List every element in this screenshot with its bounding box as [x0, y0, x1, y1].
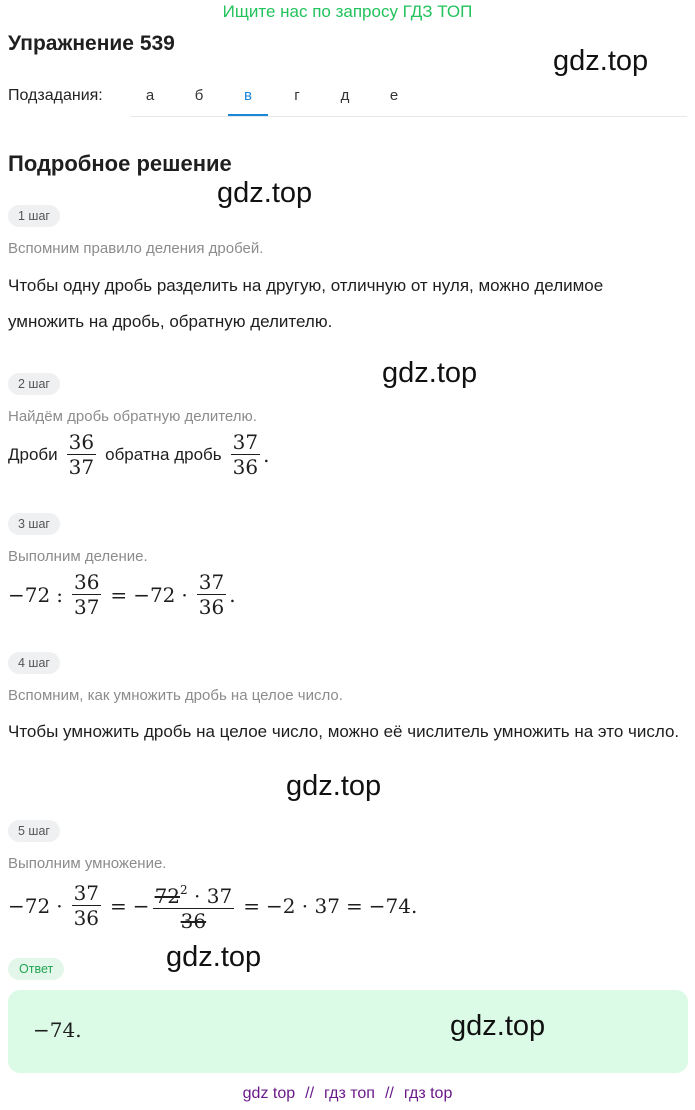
fraction: $\frac{37}{36}$ [232, 430, 259, 479]
footer-link[interactable]: гдз топ [324, 1085, 375, 1102]
footer-link[interactable]: гдз top [403, 1085, 453, 1102]
tab-v[interactable]: в [228, 76, 268, 116]
tab-e[interactable]: е [389, 87, 399, 104]
step-badge: 3 шаг [8, 513, 60, 535]
tab-g[interactable]: г [294, 87, 300, 104]
step-text: Чтобы одну дробь разделить на другую, отличную от нуля, можно делимое умножить на дробь, обратную делителю. [8, 276, 604, 331]
step-text: Чтобы умножить дробь на целое число, можно её числитель умножить на это число. [8, 722, 680, 741]
fraction: $\frac{37}{36}$ [73, 881, 100, 930]
footer-separator: // [305, 1085, 315, 1102]
fraction: $\frac{37}{36}$ [198, 570, 225, 619]
footer-link[interactable]: gdz top [242, 1085, 296, 1102]
step-hint: Выполним деление. [8, 548, 148, 565]
watermark: gdz.top [450, 1010, 546, 1042]
fraction: $\frac{36}{37}$ [68, 430, 95, 479]
step-badge: 5 шаг [8, 820, 60, 842]
answer-box [8, 990, 688, 1073]
step-formula: −72 : $\frac{36}{37}$ = −72 · $\frac{37}{36}$ . [8, 570, 236, 619]
step-hint: Найдём дробь обратную делителю. [8, 408, 257, 425]
watermark: gdz.top [166, 941, 262, 973]
subtasks-label: Подзадания: [8, 87, 103, 104]
subtasks-tabs [130, 76, 687, 117]
watermark: gdz.top [382, 357, 478, 389]
watermark: gdz.top [553, 45, 649, 77]
watermark: gdz.top [217, 177, 313, 209]
footer-links [0, 1085, 695, 1103]
answer-badge: Ответ [8, 958, 64, 980]
step-badge: 4 шаг [8, 652, 60, 674]
page-title: Упражнение 539 [8, 32, 175, 55]
solution-title: Подробное решение [8, 151, 232, 176]
step-hint: Вспомним, как умножить дробь на целое число. [8, 687, 343, 704]
fraction: $\frac{36}{37}$ [73, 570, 100, 619]
step-formula: −72 · $\frac{37}{36}$ = − $\frac{72^2 \cdot 37}{36}$ = −2 · 37 = −74. [8, 881, 418, 933]
tab-d[interactable]: д [340, 87, 350, 104]
step-hint: Вспомним правило деления дробей. [8, 240, 264, 257]
tab-a[interactable]: а [145, 87, 155, 104]
step-badge: 2 шаг [8, 373, 60, 395]
watermark: gdz.top [286, 770, 382, 802]
tab-b[interactable]: б [194, 87, 204, 104]
formula-word: Дроби [8, 444, 58, 464]
step-badge: 1 шаг [8, 205, 60, 227]
footer-separator: // [384, 1085, 394, 1102]
step-formula: Дроби $\frac{36}{37}$ обратна дробь $\frac{37}{36}$ . [8, 430, 270, 479]
answer-value: −74. [33, 1018, 82, 1042]
search-banner: Ищите нас по запросу ГДЗ ТОП [222, 2, 473, 21]
step-hint: Выполним умножение. [8, 855, 167, 872]
fraction: $\frac{72^2 \cdot 37}{36}$ [153, 880, 235, 931]
formula-word: обратна дробь [105, 444, 222, 464]
